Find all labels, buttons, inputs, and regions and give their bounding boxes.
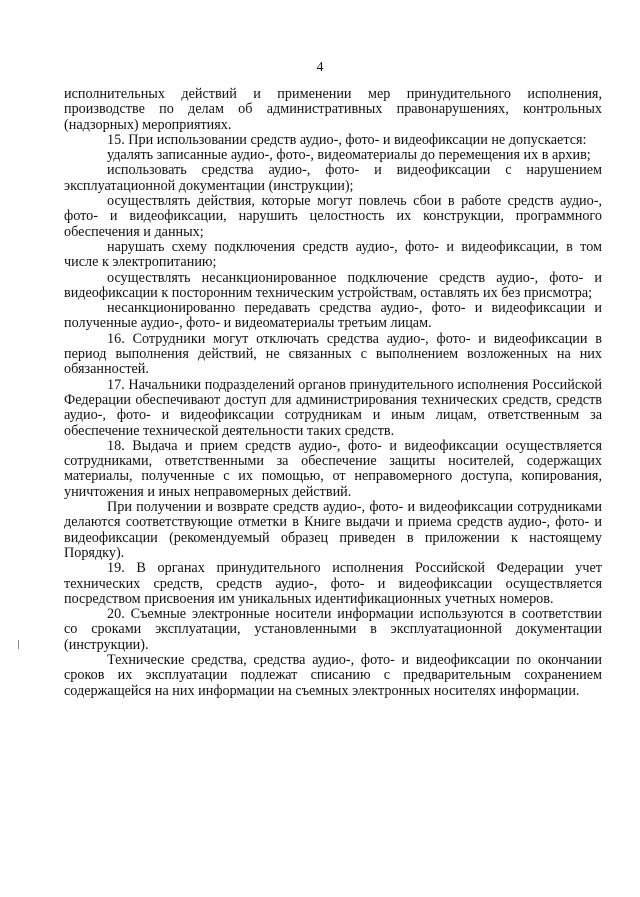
list-item-transfer: несанкционированно передавать средства аудио-, фото- и видеофиксации и полученные аудио-, фото- и видеоматериалы третьим лицам.	[64, 300, 602, 332]
list-item-misuse: использовать средства аудио-, фото- и видеофиксации с нарушением эксплуатационной документации (инструкции);	[64, 162, 602, 194]
document-body	[64, 87, 602, 699]
paragraph-16: 16. Сотрудники могут отключать средства аудио-, фото- и видеофиксации в период выполнения действий, не связанных с выполнением возложенных на них обязанностей.	[64, 330, 602, 378]
list-item-delete: удалять записанные аудио-, фото-, видеоматериалы до перемещения их в архив;	[107, 147, 591, 164]
list-item-wiring: нарушать схему подключения средств аудио-, фото- и видеофиксации, в том числе к электропитанию;	[64, 238, 602, 271]
paragraph-19: 19. В органах принудительного исполнения Российской Федерации учет технических средств, средств аудио-, фото- и видеофиксации осуществляется посредством присвоения им уникальных идентификационных учетных номеров.	[64, 560, 602, 607]
paragraph-18-register: При получении и возврате средств аудио-, фото- и видеофиксации сотрудниками делаются соответствующие отметки в Книге выдачи и приема средств аудио-, фото- и видеофиксации (рекомендуемый образец приведен в приложении к настоящему Порядку).	[64, 499, 602, 561]
paragraph-15: 15. При использовании средств аудио-, фото- и видеофиксации не допускается:	[107, 131, 587, 148]
scan-artifact	[18, 640, 19, 649]
paragraph-18: 18. Выдача и прием средств аудио-, фото- и видеофиксации осуществляется сотрудниками, ответственными за обеспечение защиты носителей, содержащих материалы, полученные с их помощью, от неправомерного доступа, копирования, уничтожения и иных неправомерных действий.	[64, 437, 602, 500]
paragraph-continuation: исполнительных действий и применении мер принудительного исполнения, производстве по делам об административных правонарушениях, контрольных (надзорных) мероприятиях.	[64, 86, 602, 133]
paragraph-20: 20. Съемные электронные носители информации используются в соответствии со сроками эксплуатации, установленными в эксплуатационной документации (инструкции).	[64, 606, 602, 653]
page-number: 4	[316, 60, 324, 75]
list-item-failures: осуществлять действия, которые могут повлечь сбои в работе средств аудио-, фото- и видеофиксации, нарушить целостность их конструкции, программного обеспечения и данных;	[64, 193, 602, 240]
list-item-unauthorized-connection: осуществлять несанкционированное подключение средств аудио-, фото- и видеофиксации к посторонним техническим устройствам, оставлять их без присмотра;	[64, 269, 602, 301]
paragraph-17: 17. Начальники подразделений органов принудительного исполнения Российской Федерации обеспечивают доступ для администрирования технических средств, средств аудио-, фото- и видеофиксации сотрудникам и иным лицам, ответственным за обеспечение технической деятельности таких средств.	[64, 376, 602, 439]
paragraph-20-writeoff: Технические средства, средства аудио-, фото- и видеофиксации по окончании сроков их эксплуатации подлежат списанию с предварительным сохранением содержащейся на них информации на съемных электронных носителях информации.	[64, 651, 602, 699]
